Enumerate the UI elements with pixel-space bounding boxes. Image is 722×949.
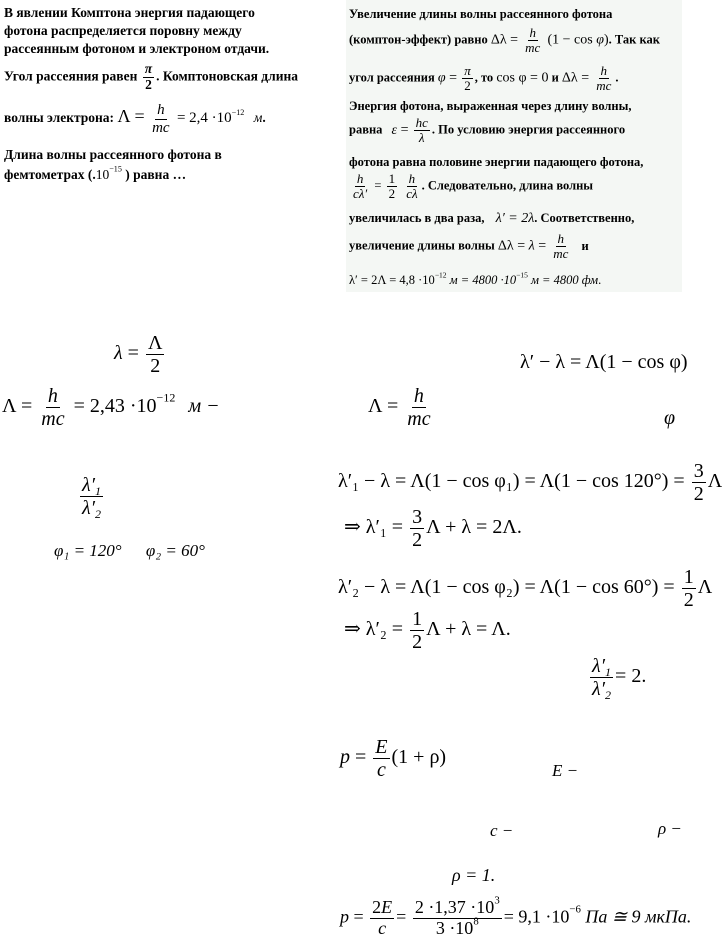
solution-line-2: (комптон-эффект) равно Δλ = $\frac{h}{mc}$ (1 − cos φ). Так как [349,25,660,56]
eq1-text: λ′₁ − λ = Λ(1 − cos φ₁) = Λ(1 − cos 120°) = [338,470,685,493]
sol-l5-tail: . По условию энергия рассеянного [431,122,626,137]
solution-line-8 [349,210,634,227]
big-lambda-value: = 2,43 ·10 [73,395,157,418]
eq1b-post: Λ + λ = 2Λ. [426,516,522,539]
eq2-text: λ′₂ − λ = Λ(1 − cos φ₂) = Λ(1 − cos 60°) = [338,576,675,599]
p-result-tail: Па ≅ 9 мкПа. [585,906,692,927]
equation-lambda2-result: ⇒ λ′₂ = $\frac{1}{2}$ Λ + λ = Λ. [344,608,511,653]
problem-wave-line: волны электрона: Λ = $\frac{h}{mc}$ = $2,4 \cdot 10^{-12}$ м. [4,102,266,136]
c-dash: c − [490,821,514,840]
phi-values [54,542,205,559]
compton-exp: −12 [231,107,245,117]
problem-angle-line [4,62,298,93]
compton-main-equation: λ′ − λ = Λ(1 − cos φ) [520,351,688,373]
sol-l10-mid: м = 4800 ·10 [449,273,517,287]
lambda-equals-big-lambda-half: λ = $\frac{\Lambda}{2}$ [114,332,163,377]
problem-ask-2 [4,166,186,184]
compton-value: = 2,4 ·10 [176,110,232,127]
phi2-value: φ₂ = 60° [145,541,205,560]
ask2-base: 10 [95,167,110,182]
ratio-result: $\frac{\lambda'_1}{\lambda'_2}$ = 2. [592,655,647,703]
problem-line-1: В явлении Комптона энергия падающего [4,5,255,20]
p-result-exp: −6 [569,903,581,916]
eq2b-post: Λ + λ = Λ. [426,618,511,641]
sol-l7-tail: . Следовательно, длина волны [421,178,594,193]
problem-ask-1: Длина волны рассеянного фотона в [4,147,222,162]
solution-line-7: $\frac{h}{c\lambda'}$ = $\frac{1}{2}$ $\frac{h}{c\lambda}$ . Следовательно, длина волны [353,171,594,202]
big-lambda-definition: Λ = $\frac{h}{mc}$ = $2,43 \cdot 10^{-12}$ м − [2,385,220,430]
sol-l8-tail: . Соответственно, [534,211,635,225]
sol-l2: (комптон-эффект) равно [349,32,488,47]
problem-line-3: рассеянным фотоном и электроном отдачи. [4,41,270,56]
solution-line-6: фотона равна половине энергии падающего фотона, [349,155,644,169]
sol-l3-cos: cos φ = 0 [496,70,549,86]
p-result-value: = 9,1 ·10 [503,906,570,927]
E-dash: E − [552,761,579,780]
p-formula-tail: (1 + ρ) [391,746,447,769]
sol-l10-exp2: −15 [516,270,528,280]
sol-l3-and: и [551,70,559,85]
angle-text: Угол рассеяния равен [4,68,138,84]
angle-tail: . Комптоновская длина [156,68,299,84]
pi-over-2: $\frac{\pi}{2}$ [144,61,153,92]
equation-lambda1: λ′₁ − λ = Λ(1 − cos φ₁) = Λ(1 − cos 120°) = $\frac{3}{2}$ Λ [338,460,722,505]
pressure-result: p = $\frac{2E}{c}$ = $\frac{2 \cdot 1,37 \cdot 10^3}{3 \cdot 10^8}$ = $9,1 \cdot 10^{-6}$ Па ≅ 9 мкПа. [340,894,692,938]
ask2-pre: фемтометрах (. [4,167,96,182]
solution-line-10: $\lambda' = 2\Lambda = 4,8 \cdot 10^{-12}$ $м = 4800 \cdot 10^{-15}$ м = 4800 фм. [349,270,602,287]
eq1b-pre: ⇒ λ′₁ = [344,516,404,539]
solution-line-4: Энергия фотона, выраженная через длину волны, [349,99,632,113]
sol-l10-exp: −12 [434,270,447,280]
ratio-result-value: = 2. [615,665,647,688]
big-lambda-exp: −12 [156,390,176,405]
solution-line-1: Увеличение длины волны рассеянного фотона [349,7,613,21]
eq2b-pre: ⇒ λ′₂ = [344,618,404,641]
sol-l3-mid: , то [474,70,494,85]
sol-l10: λ′ = 2Λ = 4,8 ·10 [349,273,435,287]
sol-l2-tail: . Так как [608,32,660,47]
solution-line-3: угол рассеяния φ = $\frac{\pi}{2}$ , то cos φ = 0 и Δλ = $\frac{h}{mc}$ . [349,63,619,94]
sol-l9: увеличение длины волны [349,238,495,253]
equation-lambda2: λ′₂ − λ = Λ(1 − cos φ₂) = Λ(1 − cos 60°) = $\frac{1}{2}$ Λ [338,566,713,611]
sol-l8-eq: λ′ = 2λ [495,211,535,226]
rho-value: ρ = 1. [452,865,496,885]
ask2-post: ) равна … [125,167,187,182]
sol-l9-and: и [581,238,589,253]
ratio-lambda1-lambda2-left: $\frac{\lambda'_1}{\lambda'_2}$ [82,474,102,522]
solution-line-9: увеличение длины волны Δλ = λ = $\frac{h}{mc}$ и [349,231,589,262]
pressure-formula: p = $\frac{E}{c}$ (1 + ρ) [340,736,447,781]
equation-lambda1-result: ⇒ λ′₁ = $\frac{3}{2}$ Λ + λ = 2Λ. [344,506,522,551]
solution-line-5: равна ε = $\frac{hc}{\lambda}$ . По условию энергия рассеянного [349,115,626,146]
phi1-value: φ₁ = 120° [54,541,122,560]
phi-symbol: φ [664,407,676,429]
sol-l8: увеличилась в два раза, [349,211,485,225]
ask2-exp: −15 [109,164,122,174]
unit-m: м [253,110,263,126]
wave-text: волны электрона: [4,110,115,126]
sol-l3: угол рассеяния [349,70,435,85]
big-lambda-h-over-mc: Λ = $\frac{h}{mc}$ [368,385,431,430]
rho-dash: ρ − [658,819,682,838]
sol-l10-tail: м = 4800 фм [530,273,599,287]
problem-line-2: фотона распределяется поровну между [4,23,242,38]
big-lambda-unit: м − [188,395,220,418]
sol-l5: равна [349,122,383,137]
